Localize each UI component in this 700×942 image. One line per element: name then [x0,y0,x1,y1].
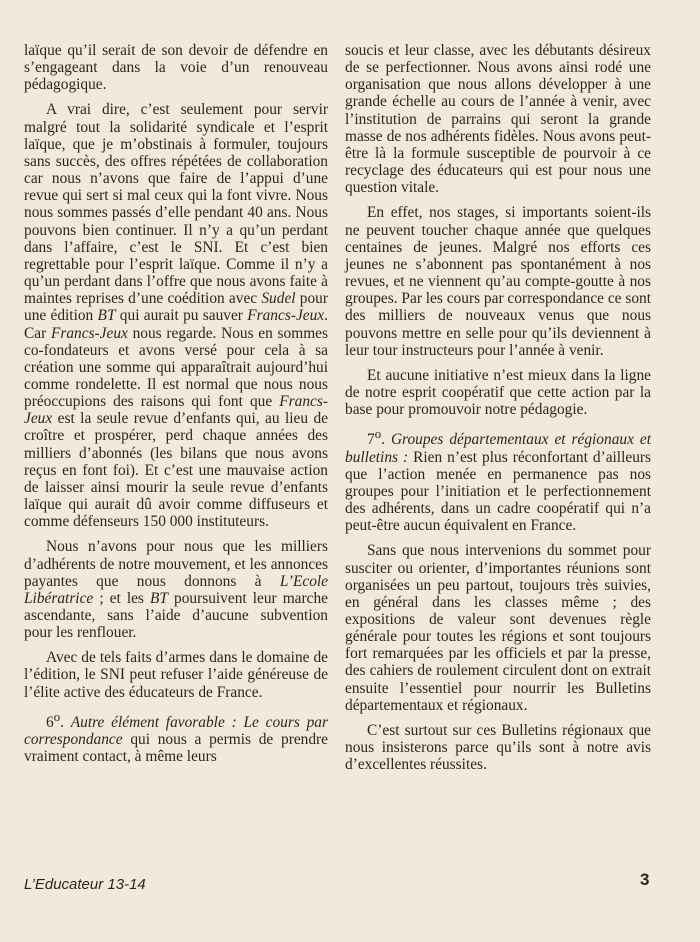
paragraph: 7$^o$. Groupes départementaux et régionaux et bulletins : Rien n’est plus réconfortant d’ailleurs que l’action menée en permanence pas nos groupes pour l’initiation et le perfectionnement des adhérents, dans un cadre coopératif qui n’a peut-être aucun équivalent en France. [345,427,652,535]
paragraph: soucis et leur classe, avec les débutants désireux de se perfectionner. Nous avons ainsi rodé une organisation que nous allons développer à une grande échelle au cours de l’année à venir, avec l’institution de parrains qui seront la grande masse de nos adhérents fidèles. Nous avons peut-être là la formule susceptible de pourvoir à ce recyclage des éducateurs qui est pour nous une question vitale. [345,42,651,197]
paragraph: En effet, nos stages, si importants soient-ils ne peuvent toucher chaque année que quelques centaines de jeunes. Malgré nos efforts ces jeunes ne s’abonnent pas spontanément à nos revues, et ne viennent qu’au compte-goutte à nos groupes. Par les cours par correspondance ce sont des milliers de nouveaux venus que nous pouvons mettre en selle pour qu’ils deviennent à leur tour instructeurs pour l’année à venir. [345,204,651,359]
paragraph: Sans que nous intervenions du sommet pour susciter ou orienter, d’importantes réunions sont organisées un peu partout, toujours très suivies, en général dans les classes même ; des expositions de valeur sont devenues règle générale pour toutes les régions et sont toujours fort remarquées par les officiels et par la presse, des cahiers de roulement circulent dont on extrait ensuite l’essentiel pour nourrir les Bulletins départementaux et régionaux. [345,542,651,714]
paragraph: A vrai dire, c’est seulement pour servir malgré tout la solidarité syndicale et l’esprit laïque, que je m’obstinais à formuler, toujours sans succès, des offres répétées de collaboration car nous n’avons que faire de l’appui d’une revue qui sert si mal ceux qui la font vivre. Nous nous sommes passés d’elle pendant 40 ans. Nous pouvons bien continuer. Il n’y a qu’un perdant dans l’affaire, c’est le SNI. Et c’est bien regrettable pour l’esprit laïque. Comme il n’y a qu’un perdant dans l’offre que nous avons faite à maintes reprises d’une coédition avec Sudel pour une édition BT qui aurait pu sauver Francs-Jeux. Car Francs-Jeux nous regarde. Nous en sommes co-fondateurs et avons versé pour cela à sa création une somme qui apparaîtrait aujourd’hui comme rondelette. Il est normal que nous nous préoccupions des raisons qui font que Francs-Jeux est la seule revue d’enfants qui, au lieu de croître et prospérer, perd chaque années des milliers d’abonnés (les bilans que nous avons reçus en font foi). Et c’est une mauvaise action de laisser ainsi mourir la seule revue d’enfants laïque qui aurait dû avoir comme diffuseurs et comme défenseurs 150 000 instituteurs. [24,101,329,531]
paragraph: Avec de tels faits d’armes dans le domaine de l’édition, le SNI peut refuser l’aide généreuse de l’élite active des éducateurs de France. [24,649,328,701]
paragraph: C’est surtout sur ces Bulletins régionaux que nous insisterons parce qu’ils sont à notre avis d’excellentes réussites. [345,721,651,774]
right-column [345,42,651,781]
footer-journal-title: L’Educateur 13-14 [24,876,146,893]
paragraph: 6$^o$. Autre élément favorable : Le cours par correspondance qui nous a permis de prendre vraiment contact, à même leurs [24,709,328,766]
page-number: 3 [640,870,650,889]
left-column [24,42,328,773]
paragraph: Et aucune initiative n’est mieux dans la ligne de notre esprit coopératif que cette action par la base pour promouvoir notre pédagogie. [345,366,651,419]
paragraph: laïque qu’il serait de son devoir de défendre en s’engageant dans la voie d’un renouveau pédagogique. [24,42,328,94]
paragraph: Nous n’avons pour nous que les milliers d’adhérents de notre mouvement, et les annonces payantes que nous donnons à L’Ecole Libératrice ; et les BT poursuivent leur marche ascendante, sans l’aide d’aucune subvention pour les renflouer. [24,538,328,642]
